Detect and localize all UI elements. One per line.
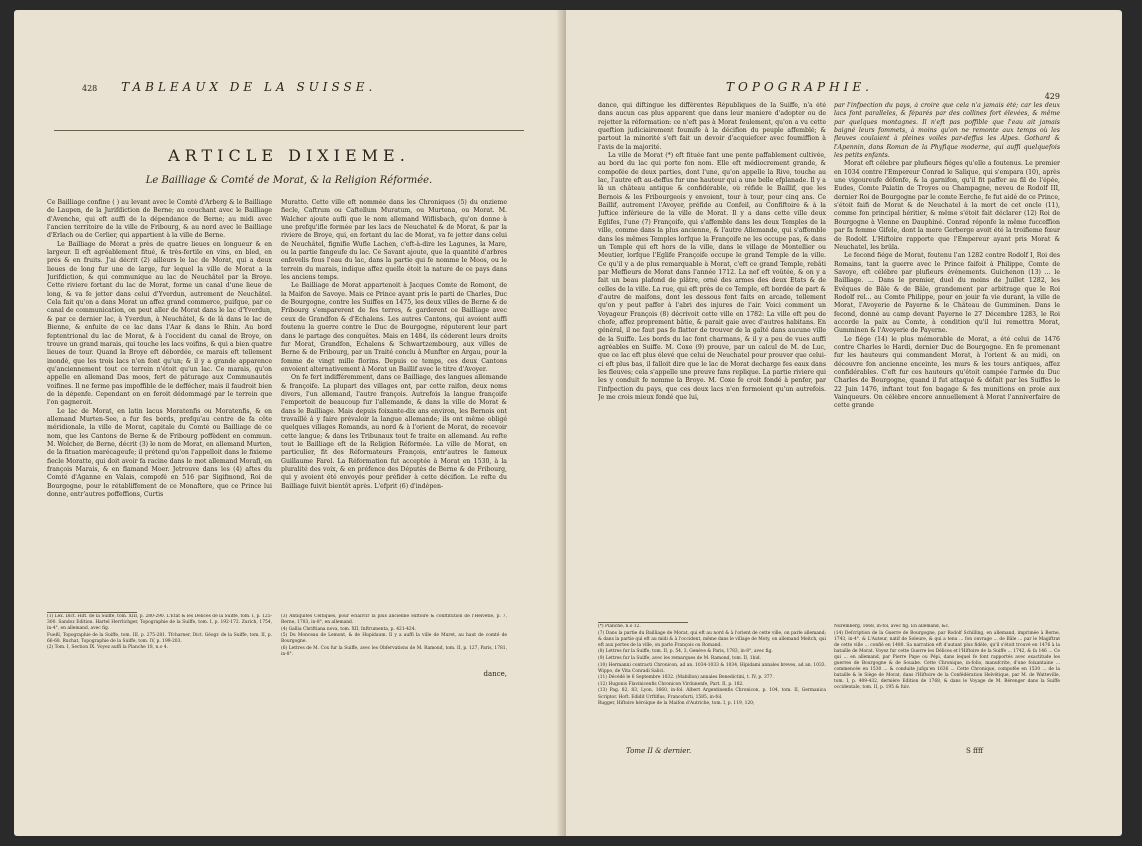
footnote: Rugger, Hiftoire héroïque de la Maifon d'Autriche, tom. I, p. 119, 120; <box>598 701 755 707</box>
footnote: (2) Tom. I, Section IX. Voyez auffi la Planche 18, n.o 4. <box>47 645 168 651</box>
signature-mark: S ffff <box>966 747 983 755</box>
footnote-rule <box>598 622 688 623</box>
footnotes-right-2 <box>834 624 1060 744</box>
footnote: (6) Lettres de M. Cox fur la Suiffe, avec les Obfervations de M. Ramond, tom. II, p. 127, Paris, 1781, in-8°. <box>281 645 507 658</box>
paragraph: On fe fert indifféremment, dans ce Bailliage, des langues allemande & françoife. La plupart des villages ont, par cette raifon, deux noms divers, l'un allemand, l'autre françois. Autrefois la langue françoife l'emportoit de beaucoup fur l'allemande, & dans la ville de Morat & dans le Bailliage. Mais depuis foixante-dix ans environ, les Bernois ont travaillé à y faire prévaloir la langue allemande; ils ont même obligé quelques villages Romands, au nord & à l'orient de Morat, de recevoir cette langue; & dans les Tribunaux tout fe traite en allemand. Au refte tout le Bailliage eft de la Religion Réformée. La ville de Morat, en particulier, fit des Réformateurs François, entr'autres le fameux Guillaume Farel. La Réformation fut acceptée à Morat en 1530, à la pluralité des voix, & en préfence des Députés de Berne & de Fribourg, qui y avoient été envoyés pour préfider à cette décifion. Le refte du Bailliage fuivit bientôt après. L'efprit (6) d'indépen- <box>281 374 507 490</box>
footnote: (12) Hugonis Flavinicenfis Chronicon Virdunenfe, Part. II, p. 182. <box>598 681 744 687</box>
footnote: (3) Antiquités Celtiques, pour éclaircir la plus ancienne Hiftoire & conftitution de l'Helvétie, p. 7, Berne, 1783, in-8°, en allemand. <box>281 614 507 626</box>
running-head-right <box>726 80 873 94</box>
page-number-right: 429 <box>1044 92 1060 101</box>
page-number-left: 428 <box>82 84 98 93</box>
running-head-text: TOPOGRAPHIE. <box>726 80 873 94</box>
footnote: (13) Pag. 82, 83, Lyon, 1660, in-fol. Albert Argentinenfis Chronicon, p. 104, tom. II, Germanica Scriptor. Hoft. Edidit Urftiflus, Francofurti, 1585, in-fol. <box>598 688 826 700</box>
footnote: (11) Décédé le 6 Septembre 1032. (Mabillon) annales Benedictini, t. IV, p. 377. <box>598 675 774 681</box>
tome-line: Tome II & dernier. <box>626 747 692 755</box>
paragraph: Le lac de Morat, en latin lacus Moratenfis ou Moratenfis, & en allemand Murten-See, a fur fes bords, prefqu'au centre de fa côte méridionale, la ville de Morat, capitale du Comté ou Bailliage de ce nom, que les Cantons de Berne & de Fribourg poffèdent en commun. M. Wolcher, de Berne, décrit (3) le nom de Morat, en allemand Murten, de la fituation marécageufe; il prétend qu'on l'appelloit dans le fixieme fiecle Moratte, qui doit avoir fa racine dans le mot allemand Morafl, en françois Marais, & en flamand Moer. Jetrouve dans les (4) aftes du Comté d'Aganne en Valais, compofé en 516 par Sigifmond, Roi de Bourgogne, pour le rétabliffement de ce Monaftere, que ce Prince lui donne, entr'autres poffeffions, Curtis <box>47 407 272 499</box>
footnote: (14) Defcription de la Guerre de Bourgogne, par Rodolf Schilling, en allemand, imprimée à Berne, 1743, in-4°. & L'Auteur, natif de Soleure, & qui a tenu ... fon ouvrage ... de Bâle ... par le Magiftrat de cette ville ... confié en 1480. Sa narration eft d'autant plus fidèle, qu'il s'étoit trouvé en 1476 à la bataille de Morat. Voyez fur cette Guerre les Délices et l'Hiftoire de la Suiffe ... 1742, & fa 146 ... Ce qui ... en allemand, par Pierre Pape ou Pépi, dans lequel fe font rapportés avec exactitude les guerres de Bourgogne & de Souabe. Cette Chronique, in-folio, manufcrite, d'une foixantaine ... commencée en 1530 ... & conduite jufqu'en 1636 ... Cette Chronique, compofée en 1530 ... de la bataille & le Siège de Morat, dans l'Hiftoire de la Confédération Helvétique, par M. de Watteville, tom. I, p. 409-432, dernière Edition de 1768, & dans le Voyage de M. Bérenger dans la Suiffe occidentale, tom. II, p. 195 & fuiv. <box>834 630 1060 691</box>
running-head-text: TABLEAUX DE LA SUISSE. <box>121 80 377 94</box>
footnote: Nuremberg, 1668, in-fol, avec fig. En allemand, &c. <box>834 624 950 629</box>
left-page <box>14 10 564 836</box>
footnote: (7) Dans la partie du Bailliage de Morat, qui eft au nord & à l'orient de cette ville, on parle allemand; & dans la partie qui eft au midi & à l'occident, même dans le village de Moty, on allemand Meitch, qui eft aux portes de la ville, on parle François ou Romand. <box>598 630 826 648</box>
footnote: (9) Lettres fur la Suiffe, avec les remarques de M. Ramond, tom. II, 1bid. <box>598 655 761 661</box>
paragraph: Muratto. Cette ville eft nommée dans les Chroniques (5) du onzieme fiecle, Caftrum ou Caftellum Muratum, ou Murtena, ou Morat. M. Walcher ajoute aufli que le nom allemand Wiflisbach, qu'on donne à une prefqu'ifle formée par les lacs de Neuchatel & de Morat, & par la riviere de Broye, qui, en fortant du lac de Morat, va fe jetter dans celui de Neuchâtel, fignifie Wufle Lachen, c'eft-à-dire les Lagunes, la Mare, ou la partie fangeufe du lac. Ce Savant ajoute, que la quantité d'arbres enfevelis fous l'eau du lac, dans la partie qui fe nomme le Moos, ou le terrein du marais, indique affez quelle étoit la nature de ce pays dans les anciens temps. <box>281 199 507 282</box>
right-page <box>566 10 1122 836</box>
footnote: (10) Hermanni contracti Chronicon, ad an. 1034-1033 & 1034, Hipidami annales breves, ad an. 1033. Wippo, de Vita Conradi Salici. <box>598 662 826 674</box>
footnote: (4) Gallia Chriftiana nova, tom. XII, Inftrumenta, p. 421-424. <box>281 626 416 632</box>
rule <box>54 130 524 131</box>
footnotes-left-2 <box>281 614 507 674</box>
right-column-2 <box>834 102 1060 621</box>
paragraph: par l'infpection du pays, à croire que cela n'a jamais été; car les deux lacs font paralleles, & féparés par des collines fort élevées, & même par quelques montagnes. Il n'eft pas poffible que l'eau ait jamais baigné leurs fommets, à moins qu'on ne remonte aux temps où les fleuves coulaient à pleines voiles par-deffus les Alpes. Gothard & l'Apennin, dans Roman de la Phyfique moderne, qui auffi quelquefois les petits enfants. <box>834 102 1060 160</box>
left-column-2 <box>281 199 507 604</box>
footnote: (8) Lettres fur la Suiffe, tom. II, p. 54, 3, Genève & Paris, 1783, in-8°, avec fig. <box>598 649 773 655</box>
paragraph: Le Bailliage de Morat a près de quatre lieues en longueur & en largeur. Il eft agréablement fitué, & très-fertile en vins, en bled, en prés & en fruits. J'ai décrit (2) ailleurs le lac de Morat, qui a deux lieues de long fur une de large, fur lequel la ville de Morat a la Jurifdiction, & qui communique au lac de Neuchâtel par la Broye. Cette riviere fortant du lac de Morat, forme un canal d'une lieue de long, & va fe jetter dans celui d'Yverdun, autrement de Neuchâtel. Cela fait qu'on a dans Morat un affez grand commerce, puifque, par ce canal de communication, on peut aller de Morat dans le lac d'Yverdun, & par ce dernier lac, à Yverdun, à Neuchâtel, & de là dans le lac de Bienne, & enfuite de ce lac dans l'Aar & dans le Rhin. Au bord feptentrional du lac de Morat, & à l'occident du canal de Broye, on trouve un grand marais, qui touche les lacs voifins, & qui a bien quatre lieues de tour. Quand la Broye eft débordée, ce marais eft tellement inondé, que les trois lacs n'en font qu'un; & il y a grande apparence qu'anciennement tout ce terrein n'étoit qu'un lac. Ce marais, qu'on appelle en allemand Das moos, fert de pâturage aux Communautés voifines. Il ne ferme pas impoffible de le deffécher, mais il faudroit bien de la dépenfe. Cependant on en feroit dédommagé par le terrein que l'on gagneroit. <box>47 240 272 407</box>
paragraph: Ce Bailliage confine ( ) au levant avec le Comté d'Arberg & le Bailliage de Laupen, de la Jurifdiction de Berne; au couchant avec le Bailliage d'Avenche, qui eft auffi de la dépendance de Berne; au midi avec l'ancien territoire de la ville de Fribourg, & au nord avec le Bailliage d'Erlach ou de Cerlier, qui appartient à la ville de Berne. <box>47 199 272 240</box>
paragraph: Le Bailliage de Morat appartenoit à Jacques Comte de Romont, de la Maifon de Savoye. Mais ce Prince ayant pris le parti de Charles, Duc de Bourgogne, contre les Suiffes en 1475, les deux villes de Berne & de Fribourg s'emparerent de fes terres, & garderent ce Bailliage avec ceux de Grandfon & d'Echalens. Les autres Cantons, qui avoient auffi foutenu la guerre contre le Duc de Bourgogne, réputerent leur part dans le partage des conquêtes. Mais en 1484, ils céderent leurs droits fur Morat, Grandfon, Echalens & Schwartzembourg, aux villes de Berne & de Fribourg, par un Traité conclu à Munfter en Argau, pour la fomme de vingt mille florins. Depuis ce temps, ces deux Cantons envoient alternativement à Morat un Baillif avec le titre d'Avoyer. <box>281 282 507 373</box>
footnote: (*) Planche, n.o 12. <box>598 624 641 629</box>
right-column-1 <box>598 102 826 621</box>
article-title: ARTICLE DIXIEME. <box>168 146 410 165</box>
paragraph: La ville de Morat (*) eft fituée fant une pente paffablement cultivée, au bord du lac qui porte fon nom. Elle eft médiocrement grande, & compofée de deux parties, dont l'une, qu'on appelle la Rive, touche au lac, l'autre eft au-deffus fur une hauteur qui a une belle efplanade. Il y a là un château antique & confidérable, où réfide le Baillif, que les Bernois & les Fribourgeois y envoient, tour à tour, pour cinq ans. Ce Baillif, autrement l'Avoyer, préfide au Confeil, au Confiftoire & à la Juftice inférieure de la ville de Morat. Il y a dans cette ville deux Eglifes, l'une (7) Françoife, qui s'affemble dans les deux Temples de la ville, comme dans la plus ancienne, & l'autre Allemande, qui s'affemble dans les mêmes Temples lorfque la Françoife ne les occupe pas, & dans un Temple qui eft hors de la ville, dans le village de Montellier ou Meutier, lorfque l'Eglife Françoife occupe le grand Temple de la ville. Ce qu'il y a de plus remarquable à Morat, c'eft ce grand Temple, rebâti par Meffieurs de Morat dans l'année 1712. La nef eft voûtée, & on y a fait un beau plafond de plâtre, orné des armes des deux Etats & de celles de la ville. La rue, qui eft près de ce Temple, eft bordée de part & d'autre de maifons, dont les dessous font faits en arcade, tellement qu'on y peut paffer à l'abri des injures de l'air. Voici comment un Voyageur François (8) décrivoit cette ville en 1782: La ville eft peu de chofe, affez proprement bâtie, & parait gaie avec d'autres habitans. En général, il ne faut pas fe flatter de trouver de la gaîté dans aucune ville de la Suiffe. Les bords du lac font charmans, & il y a peu de vues auffi agréables en Suiffe. M. Coxe (9) prouve, par un calcul de M. de Luc, que ce lac eft plus élevé que celui de Neuchatel pour prouver que celui-ci eft plus bas, il falloit dire que le lac de Morat decharge fes eaux dans les fleuves; cela s'appelle une preuve fans replique. La partie riviere qui les y conduit fe nomme la Broye. M. Coxe fe croit fondé à penfer, par l'infpection du pays, que ces deux lacs n'en formoient qu'un autrefois. Je me crois mieux fondé que lui, <box>598 152 826 402</box>
left-column-1 <box>47 199 272 604</box>
footnotes-right-1 <box>598 624 826 744</box>
running-head-left <box>82 80 376 94</box>
footnote: (1) Lex. Dict. Hift. de la Suiffe, tom. XIII, p. 280-290. L'Etat & les Délices de la Suiffe, tom. I, p. 125-300. Sandoz Edition. Hartel Herrlichger, Topographie de la Suiffe, tom. I, p. 192-172. Zurich, 1754, in-4°, en allemand, avec fig. <box>47 614 272 632</box>
article-subtitle: Le Bailliage & Comté de Morat, & la Religion Réformée. <box>145 175 433 186</box>
paragraph: Le fiége (14) le plus mémorable de Morat, a été celui de 1476 contre Charles le Hardi, dernier Duc de Bourgogne. En fe promenant fur les hauteurs qui commandent Morat, à l'orient & au midi, on découvre fon ancienne enceinte, les murs & les tours antiques, affez confidérables. C'eft fur ces hauteurs qu'étoit campée l'armée du Duc Charles de Bourgogne, quand il fut attaqué & défait par les Suiffes le 22 Juin 1476, inftant tout fon bagage & fes munitions en proie aux Vainqueurs. On célèbre encore annuellement à Morat l'anniverfaire de cette grande <box>834 335 1060 410</box>
footnote: (5) Du Monceau de Lemont, & de Hupidaum. Il y a auffi la ville de Muret, au haut de comté de Bourgogne. <box>281 633 507 645</box>
paragraph: Morat eft célebre par plufieurs fiéges qu'elle a foutenus. Le premier en 1034 contre l'Empereur Conrad le Salique, qui s'empara (10), après une vigoureufe défenfe, & la garnifon, qu'il fit paffer au fil de l'épée, Eudes, Comte Palatin de Troyes ou Champagne, neveu de Rodolf III, dernier Roi de Bourgogne par le comte Eerche, fe fut aidé de ce Prince, s'étoit faifi de Morat & de Neuchatel à la mort de cet oncle (11), comme fon principal héritier, & même s'étoit fait déclarer (12) Roi de Bourgogne à Vienne en Dauphiné. Conrad réponfe la même fucceffion par fa femme Gifele, dont la mere Gerberge avoit été la troifieme fœur de Rodolf. L'Hiftoire rapporte que l'Empereur ayant pris Morat & Neuchatel, les brûla. <box>834 160 1060 251</box>
paragraph: Le fecond fiége de Morat, foutenu l'an 1282 contre Rodolf I, Roi des Romains, tant la guerre avec le Prince faifoit à Philippe, Comte de Savoye, eft célébre par plufieurs événements. Guichenon (13) ... le Bailliage. ... Dans le premier, duel du moins de Juillet 1282, les Evêques de Bâle & de Bâle, grandement par arbitrage que le Roi Rodolf rel... au Comte Philippe, pour en jouir fa vie durant, la ville de Morat, l'Avoyerie de Payerne & le Château de Gumminen. Dans le fecond, donné au camp devant Payerne le 27 Décembre 1283, le Roi accorde la paix au Comte, à condition qu'il lui remettra Morat, Gumminen & l'Avoyerie de Payerne. <box>834 252 1060 335</box>
footnote-rule <box>47 612 137 613</box>
catchword: dance, <box>483 670 507 678</box>
footnotes-left-1 <box>47 614 272 674</box>
footnote: Fueßl, Topographie de la Suiffe, tom. III, p. 275-281. Tfcharner, Dict. Géogr. de la Suiffe, tom. II, p. 66-68. Ruchat, Topographie de la Suiffe, tom. IV, p. 199-203. <box>47 632 272 644</box>
paragraph: dance, qui diftingue les différentes Républiques de la Suiffe, n'a été dans aucun cas plus apparent que dans leur maniere d'adopter ou de rejetter la réformation: ce n'eft pas à Morat feulement, qu'on a vu cette queftion judiciairement foumife à la décifion du peuple affemblé; & partout la minorité s'eft fait un devoir d'acquiefcer avec foumiffion à l'avis de la majorité. <box>598 102 826 151</box>
